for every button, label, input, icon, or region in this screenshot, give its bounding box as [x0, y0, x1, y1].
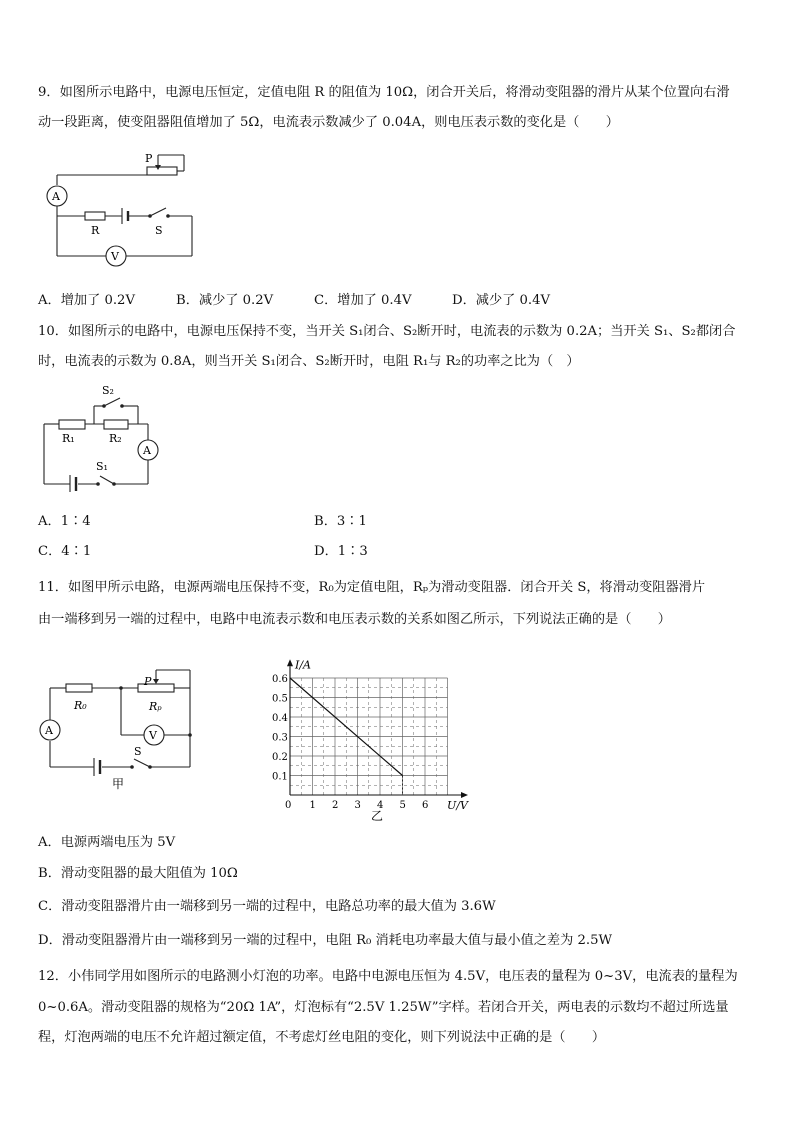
q9-option-a[interactable]: A．增加了 0.2V [38, 293, 135, 308]
q11-label-r0: R₀ [74, 699, 87, 712]
y-tick-label: 0.5 [272, 693, 288, 705]
q9-text-line1: 9．如图所示电路中，电源电压恒定，定值电阻 R 的阻值为 10Ω，闭合开关后，将滑动变阻器的滑片从某个位置向右滑 [38, 85, 730, 100]
q12-text-line3: 程，灯泡两端的电压不允许超过额定值，不考虑灯丝电阻的变化，则下列说法中正确的是（ ） [38, 1030, 606, 1045]
q11-ammeter-label: A [45, 724, 53, 737]
q10-circuit-figure [36, 380, 166, 492]
x-tick-label: 2 [332, 800, 339, 811]
x-axis-arrow-icon [461, 792, 468, 798]
x-tick-label: 0 [285, 800, 292, 811]
y-axis-label: I/A [295, 658, 311, 672]
q10-label-r1: R₁ [62, 432, 75, 445]
y-tick-label: 0.1 [272, 771, 288, 783]
q11-label-rp: Rₚ [149, 700, 162, 713]
q9-label-r: R [91, 224, 100, 237]
q10-option-d[interactable]: D．1∶3 [314, 544, 368, 559]
y-tick-label: 0.2 [272, 752, 288, 763]
q9-label-p: P [145, 152, 153, 165]
q11-caption-jia: 甲 [112, 777, 125, 790]
y-tick-label: 0.4 [272, 713, 288, 724]
x-axis-label: U/V [447, 799, 468, 812]
q11-iv-chart [270, 640, 490, 822]
q9-voltmeter-label: V [111, 250, 119, 263]
q10-option-c[interactable]: C．4∶1 [38, 544, 92, 559]
q10-label-s1: S₁ [96, 460, 108, 473]
q12-text-line1: 12．小伟同学用如图所示的电路测小灯泡的功率。电路中电源电压恒为 4.5V，电压表的量程为 0~3V，电流表的量程为 [38, 969, 738, 984]
q11-label-p: P [144, 675, 152, 688]
q9-option-b[interactable]: B．减少了 0.2V [176, 293, 274, 308]
q10-text-line2: 时，电流表的示数为 0.8A，则当开关 S₁闭合、S₂断开时，电阻 R₁与 R₂的功率之比为（ ） [38, 354, 580, 369]
x-tick-label: 3 [354, 800, 361, 811]
y-tick-label: 0.6 [272, 674, 288, 685]
q9-text-line2: 动一段距离，使变阻器阻值增加了 5Ω，电流表示数减少了 0.04A，则电压表示数的变化是（ ） [38, 115, 619, 130]
q11-label-s: S [134, 745, 142, 758]
y-tick-label: 0.3 [272, 732, 288, 744]
q11-text-line2: 由一端移到另一端的过程中，电路中电流表示数和电压表示数的关系如图乙所示，下列说法正确的是（ ） [38, 612, 671, 627]
q12-text-line2: 0~0.6A。滑动变阻器的规格为“20Ω 1A”，灯泡标有“2.5V 1.25W”字样。若闭合开关，两电表的示数均不超过所选量 [38, 1000, 729, 1015]
chart-caption-yi: 乙 [371, 809, 384, 822]
y-axis-arrow-icon [287, 659, 293, 666]
q9-label-s: S [155, 224, 163, 237]
q10-label-r2: R₂ [109, 432, 122, 445]
x-tick-label: 4 [377, 800, 384, 811]
q11-voltmeter-label: V [149, 729, 157, 742]
q9-circuit-figure [42, 150, 202, 270]
q11-text-line1: 11．如图甲所示电路，电源两端电压保持不变，R₀为定值电阻，Rₚ为滑动变阻器．闭合开关 S，将滑动变阻器滑片 [38, 580, 706, 595]
q11-option-d[interactable]: D．滑动变阻器滑片由一端移到另一端的过程中，电阻 R₀ 消耗电功率最大值与最小值之差为 2.5W [38, 933, 613, 948]
q10-option-b[interactable]: B．3∶1 [314, 514, 367, 529]
q10-ammeter-label: A [143, 444, 151, 457]
q10-text-line1: 10．如图所示的电路中，电源电压保持不变，当开关 S₁闭合、S₂断开时，电流表的示数为 0.2A；当开关 S₁、S₂都闭合 [38, 324, 736, 339]
q11-circuit-jia [34, 668, 214, 790]
q10-label-s2: S₂ [102, 384, 114, 397]
q9-ammeter-label: A [52, 190, 60, 203]
x-tick-label: 6 [422, 800, 429, 811]
q11-option-c[interactable]: C．滑动变阻器滑片由一端移到另一端的过程中，电路总功率的最大值为 3.6W [38, 899, 496, 914]
q11-option-b[interactable]: B．滑动变阻器的最大阻值为 10Ω [38, 866, 238, 881]
x-tick-label: 5 [399, 800, 406, 811]
q11-option-a[interactable]: A．电源两端电压为 5V [38, 835, 176, 850]
q9-option-d[interactable]: D．减少了 0.4V [452, 293, 551, 308]
q9-option-c[interactable]: C．增加了 0.4V [314, 293, 412, 308]
q10-option-a[interactable]: A．1∶4 [38, 514, 91, 529]
x-tick-label: 1 [309, 800, 316, 811]
